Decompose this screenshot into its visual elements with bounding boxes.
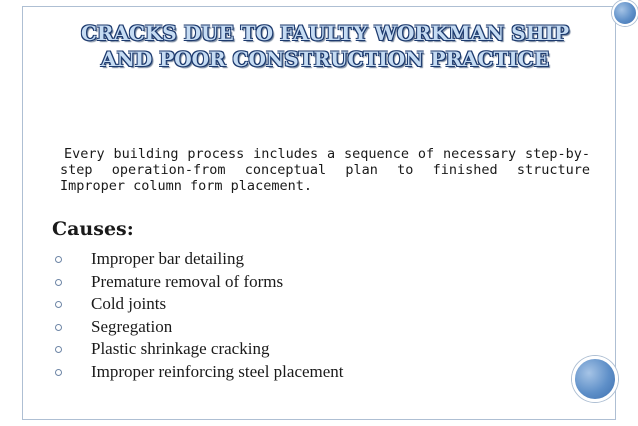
list-item — [52, 338, 344, 361]
causes-heading: Causes: — [52, 218, 134, 240]
hollow-circle-bullet-icon — [55, 279, 62, 286]
list-item-label: Plastic shrinkage cracking — [91, 339, 270, 358]
list-item — [52, 271, 344, 294]
hollow-circle-bullet-icon — [55, 346, 62, 353]
frame-right-line — [615, 6, 616, 420]
list-item — [52, 248, 344, 271]
intro-paragraph: Every building process includes a sequence of necessary step-by-step operation-from conceptual plan to finished structure Improper column form placement. — [60, 146, 590, 194]
list-item-label: Cold joints — [91, 294, 167, 313]
list-item-label: Segregation — [91, 316, 173, 336]
hollow-circle-bullet-icon — [55, 369, 62, 376]
frame-bottom-line — [22, 419, 616, 420]
list-item — [52, 316, 344, 339]
list-item — [52, 361, 344, 384]
hollow-circle-bullet-icon — [55, 324, 62, 331]
hollow-circle-bullet-icon — [55, 301, 62, 308]
corner-circle-top-right-icon — [612, 0, 638, 26]
list-item-label: Improper reinforcing steel placement — [91, 361, 344, 381]
slide-title: CRACKS DUE TO FAULTY WORKMAN SHIP AND POOR CONSTRUCTION PRACTICE — [80, 21, 570, 71]
list-item-label: Improper bar detailing — [91, 249, 244, 268]
list-item — [52, 293, 344, 316]
frame-top-line — [22, 6, 616, 7]
causes-list — [52, 248, 344, 383]
corner-circle-bottom-right-icon — [572, 356, 618, 402]
list-item-label: Premature removal of forms — [91, 271, 284, 291]
hollow-circle-bullet-icon — [55, 256, 62, 263]
frame-left-line — [22, 6, 23, 420]
